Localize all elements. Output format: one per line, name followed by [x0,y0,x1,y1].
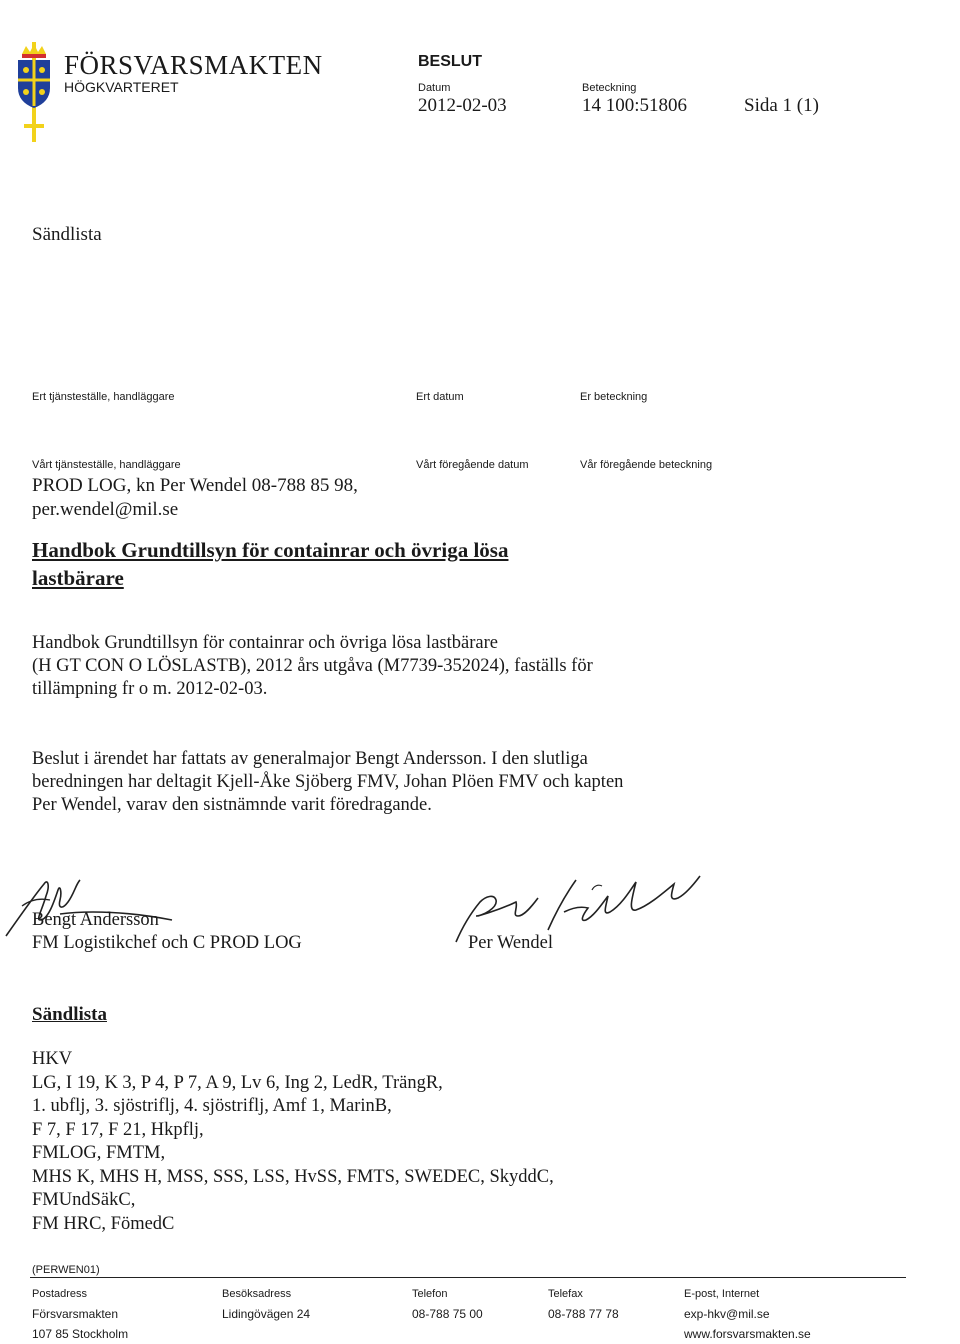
your-reference-label: Er beteckning [580,391,648,403]
footer-visiting-address [222,1284,310,1324]
handler-email: per.wendel@mil.se [32,499,179,520]
your-unit-label: Ert tjänsteställe, handläggare [32,391,175,403]
paragraph-line: Beslut i ärendet har fattats av generalmajor Bengt Andersson. I den slutliga [32,749,588,769]
footer-label: E-post, Internet [684,1288,760,1300]
distribution-heading: Sändlista [32,1004,107,1025]
list-item: 1. ubflj, 3. sjöstriflj, 4. sjöstriflj, Amf 1, MarinB, [32,1096,392,1116]
footer-postal-address [32,1284,128,1344]
file-code: (PERWEN01) [32,1264,100,1276]
paragraph-line: Per Wendel, varav den sistnämnde varit föredragande. [32,795,432,815]
organization-name: FÖRSVARSMAKTEN [64,50,323,80]
document-type: BESLUT [418,53,482,70]
list-item: FM HRC, FömedC [32,1213,175,1234]
footer-value: 08-788 75 00 [412,1307,483,1321]
footer-label: Telefon [412,1288,448,1300]
body-paragraph [32,632,712,701]
paragraph-line: (H GT CON O LÖSLASTB), 2012 års utgåva (M7739-352024), faställs för [32,656,593,676]
date-label: Datum [418,82,451,94]
subject-line: lastbärare [32,566,124,590]
signer-name: Bengt Andersson [32,910,159,930]
list-item: HKV [32,1049,73,1069]
subject-line: Handbok Grundtillsyn för containrar och övriga lösa [32,538,509,562]
crest-logo-icon [14,40,54,144]
our-previous-date-label: Vårt föregående datum [416,459,529,471]
reference-label: Beteckning [582,82,637,94]
footer-phone [412,1284,483,1324]
subject-heading [32,536,592,592]
body-paragraph [32,748,712,817]
list-item: FMUndSäkC, [32,1190,136,1210]
footer-website-link[interactable]: www.forsvarsmakten.se [684,1327,811,1341]
footer-label: Postadress [32,1288,88,1300]
footer-divider [30,1277,906,1278]
list-item: LG, I 19, K 3, P 4, P 7, A 9, Lv 6, Ing 2, LedR, TrängR, [32,1072,443,1093]
footer-value: 107 85 Stockholm [32,1327,129,1341]
handler-line: PROD LOG, kn Per Wendel 08-788 85 98, [32,475,358,496]
date-value: 2012-02-03 [418,95,507,116]
footer-value: Lidingövägen 24 [222,1307,311,1321]
footer-value: Försvarsmakten [32,1307,119,1321]
page-number: Sida 1 (1) [744,95,819,116]
paragraph-line: beredningen har deltagit Kjell-Åke Sjöberg FMV, Johan Plöen FMV och kapten [32,772,624,792]
our-previous-reference-label: Vår föregående beteckning [580,459,713,471]
footer-value: 08-788 77 78 [548,1307,619,1321]
signer-title: FM Logistikchef och C PROD LOG [32,933,302,953]
footer-email-link[interactable]: exp-hkv@mil.se [684,1307,770,1321]
paragraph-line: Handbok Grundtillsyn för containrar och övriga lösa lastbärare [32,633,498,653]
footer-email-internet [684,1284,811,1344]
recipient-line: Sändlista [32,224,102,245]
footer-label: Telefax [548,1288,583,1300]
paragraph-line: tillämpning fr o m. 2012-02-03. [32,679,268,699]
reference-value: 14 100:51806 [582,95,688,116]
footer-fax [548,1284,619,1324]
list-item: F 7, F 17, F 21, Hkpflj, [32,1119,204,1140]
our-unit-label: Vårt tjänsteställe, handläggare [32,459,181,471]
handler-info [32,474,412,522]
your-date-label: Ert datum [416,391,464,403]
list-item: MHS K, MHS H, MSS, SSS, LSS, HvSS, FMTS, SWEDEC, SkyddC, [32,1166,554,1187]
footer-label: Besöksadress [222,1288,292,1300]
list-item: FMLOG, FMTM, [32,1143,166,1163]
signer-name: Per Wendel [468,933,553,953]
organization-subtitle: HÖGKVARTERET [64,79,179,95]
distribution-list [32,1048,712,1236]
